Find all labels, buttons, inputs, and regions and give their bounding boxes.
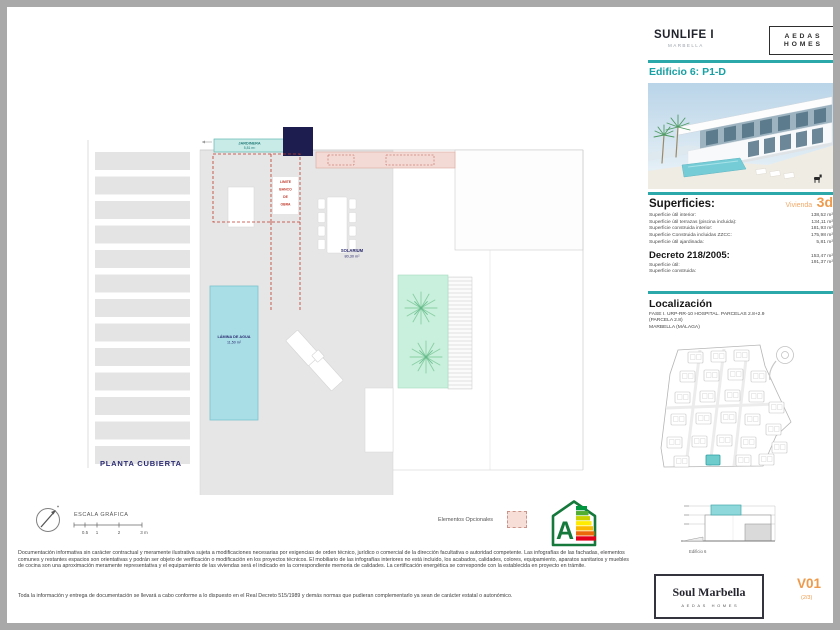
- surface-value: 175,98 m²: [810, 233, 833, 239]
- table-row: [649, 240, 833, 247]
- grating-hatch: [448, 277, 472, 389]
- surface-label: Superficie construida interior:: [649, 226, 713, 232]
- pool-area: 11,50 m²: [227, 340, 241, 345]
- surface-label: Superficie Construida incluidas ZZCC:: [649, 233, 732, 239]
- solarium-label: SOLARIUM: [340, 248, 364, 253]
- unit-type: [727, 194, 833, 212]
- energy-rating-icon: [548, 498, 600, 548]
- section-garage-block: [745, 524, 771, 541]
- divider-teal: [648, 291, 833, 294]
- optional-elements-swatch: [507, 511, 527, 528]
- decreto-block: [649, 250, 833, 275]
- planter-bed: [398, 275, 448, 388]
- superficies-table: [649, 213, 833, 247]
- pool-label: LÁMINA DE AGUA: [217, 335, 251, 339]
- stair-bulkhead: [283, 127, 313, 156]
- energy-rating-letter: A: [556, 517, 575, 545]
- decreto-value: 153,47 m²: [810, 254, 833, 259]
- solarium-area: 80,30 m²: [344, 254, 360, 259]
- building-render: [648, 83, 834, 189]
- louver-bars: [95, 152, 190, 464]
- section-ramp: [683, 537, 703, 541]
- graphic-scale: [66, 506, 176, 538]
- soul-logo-title: Soul Marbella: [672, 585, 746, 599]
- scale-title: ESCALA GRÁFICA: [74, 512, 129, 518]
- decreto-label: Superficie útil:: [649, 263, 680, 268]
- north-compass: [30, 502, 66, 538]
- sheet-number: (2/3): [801, 595, 813, 601]
- decreto-value: 191,37 m²: [810, 260, 833, 266]
- compass-north-dot: [57, 506, 59, 508]
- localizacion-title: Localización: [649, 298, 713, 310]
- jardinera-area: 5,81 m²: [243, 146, 256, 150]
- building-section-diagram: [673, 496, 813, 566]
- jardinera-label: JARDINERA: [238, 141, 261, 146]
- address-line: (PARCELA 2.8): [649, 318, 683, 324]
- floor-plan: [30, 95, 645, 495]
- unit-type-code: 3d: [816, 194, 833, 210]
- access-road: [770, 361, 776, 380]
- pool: [210, 286, 258, 420]
- surface-label: Superficie útil interior:: [649, 213, 697, 218]
- soul-marbella-logo: [654, 574, 764, 619]
- limite-line-4: OBRA: [280, 202, 291, 207]
- section-level-ticks: [684, 506, 689, 524]
- scale-tick-2: 2: [117, 530, 121, 535]
- aedas-homes-logo: [769, 26, 835, 55]
- decreto-title: Decreto 218/2005:: [649, 250, 730, 261]
- limite-line-2: BANCO: [279, 187, 292, 192]
- localizacion-address: [649, 312, 764, 331]
- section-highlighted-floor: [711, 505, 741, 515]
- brand-line-2: HOMES: [783, 41, 823, 48]
- surface-value: 5,81 m²: [816, 239, 833, 245]
- plan-title: PLANTA CUBIERTA: [100, 459, 182, 468]
- surface-value: 134,11 m²: [811, 219, 833, 225]
- version-badge: V01: [797, 576, 822, 591]
- stair-notch: [365, 388, 393, 452]
- skylight: [228, 187, 254, 227]
- surface-label: Superficie útil terrazas (piscina incluida):: [649, 219, 737, 225]
- legal-disclaimer-2: Toda la información y entrega de documentación se llevará a cabo conforme a lo dispuesto en el Real Decreto 515/1989 y demás normas que pudieran complementarlo ya sean de carácter estatal o autonómico.: [18, 593, 513, 600]
- address-line: FASE I. URP-RR-10 HOSPITAL. PARCELAS 2.8+2.9: [649, 312, 765, 317]
- table-row: [649, 233, 833, 240]
- scale-tick-1: 1: [95, 530, 99, 535]
- site-plan-map: [648, 338, 834, 482]
- optional-elements-legend: [438, 511, 527, 528]
- surface-value: 138,52 m²: [810, 213, 833, 218]
- limite-line-3: DE: [283, 195, 288, 199]
- jardinera-arrow-tip: [202, 141, 205, 144]
- brand-line-1: AEDAS: [784, 33, 823, 40]
- highlighted-building-6: [706, 455, 720, 465]
- section-caption: Edificio 6: [689, 549, 707, 554]
- divider-teal: [648, 60, 833, 63]
- optional-elements-label: Elementos Opcionales: [438, 516, 494, 523]
- address-line: MARBELLA (MÁLAGA): [649, 324, 700, 330]
- building-unit-title: Edificio 6: P1-D: [649, 66, 727, 78]
- unit-type-label: Vivienda: [785, 202, 813, 209]
- superficies-title: Superficies:: [649, 198, 715, 210]
- scale-tick-05: 0.5: [81, 530, 89, 535]
- project-location: MARBELLA: [668, 43, 704, 48]
- legal-disclaimer: Documentación informativa sin carácter contractual y meramente ilustrativa sujeta a modificaciones necesarias por exigencias de orden técnico, jurídico o comercial de la dirección facultativa o autoridad competente. Las infografías de las fachadas, elementos comunes y restantes espacios son orientativas y podrán ser objeto de verificación o modificación en los proyectos técnicos. El mobiliario de las infografías interiores no está incluido, los acabados, calidades, colores, equipamiento, aparatos sanitarios y muebles de cocina son una aproximación meramente representativa y el equipamiento de las viviendas será el indicado en la correspondiente memoria de calidades. La certificación energética se corresponde con la establecida en proyecto en trámite.: [18, 550, 629, 570]
- project-title: SUNLIFE I: [654, 29, 715, 41]
- surface-label: Superficie útil ajardinada:: [649, 239, 704, 245]
- decreto-label: Superficie construida:: [649, 269, 697, 275]
- limite-line-1: LIMITE: [279, 180, 292, 184]
- roundabout: [777, 347, 794, 364]
- surface-value: 181,93 m²: [810, 226, 833, 232]
- soul-logo-subtitle: AEDAS HOMES: [681, 603, 740, 608]
- table-row: [649, 213, 833, 220]
- scale-tick-3m: 3 m: [140, 530, 148, 535]
- decreto-values: [811, 254, 833, 266]
